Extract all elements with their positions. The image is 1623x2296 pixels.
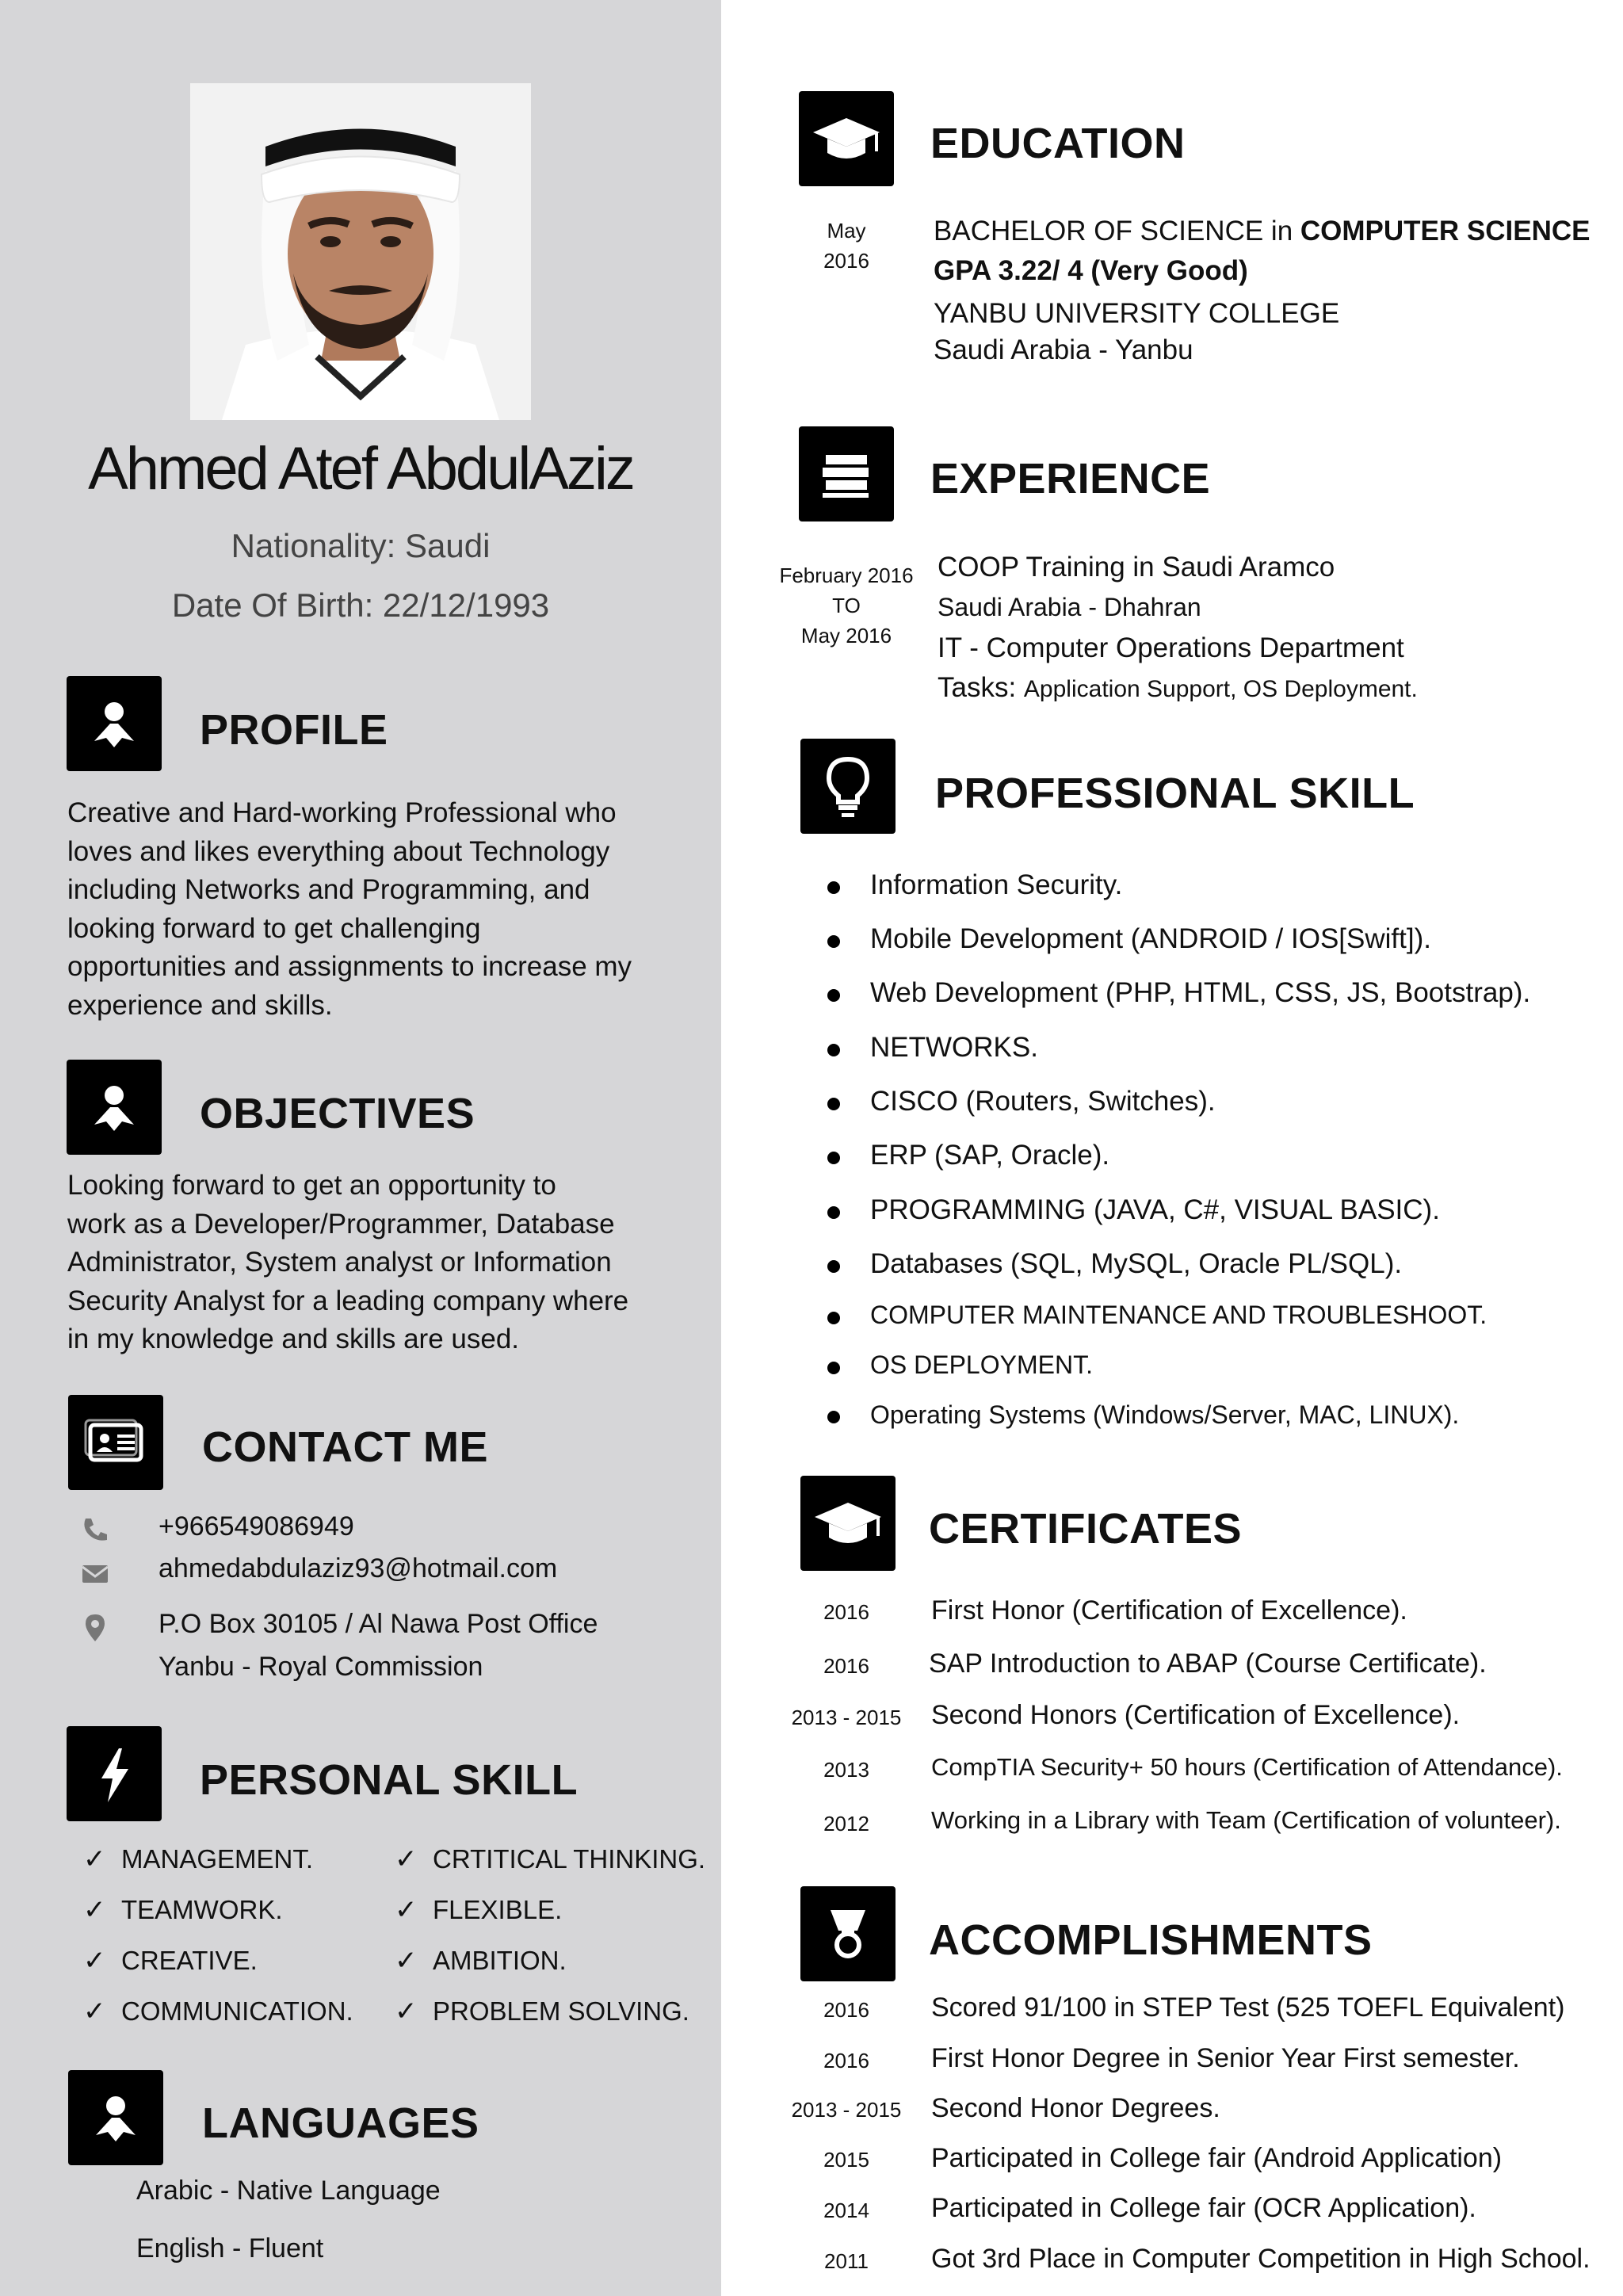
nationality: Nationality: Saudi bbox=[231, 527, 491, 564]
bullet bbox=[827, 989, 840, 1002]
phone-icon bbox=[79, 1514, 111, 1545]
certificate-item: Second Honors (Certification of Excellence). bbox=[931, 1700, 1461, 1730]
candidate-name: Ahmed Atef AbdulAziz bbox=[88, 435, 633, 502]
personal-skill-item: ✓ COMMUNICATION. bbox=[83, 1996, 353, 2027]
languages-title: LANGUAGES bbox=[202, 2099, 479, 2147]
objectives-line: Security Analyst for a leading company where bbox=[67, 1285, 629, 1316]
certificate-year: 2016 bbox=[823, 1654, 869, 1678]
professional-skill-item: OS DEPLOYMENT. bbox=[870, 1350, 1093, 1379]
profile-line: experience and skills. bbox=[67, 989, 333, 1021]
address-line-1: P.O Box 30105 / Al Nawa Post Office bbox=[158, 1609, 598, 1639]
accomplishment-item: Got 3rd Place in Computer Competition in High School. bbox=[931, 2244, 1591, 2274]
certificate-year: 2013 bbox=[823, 1758, 869, 1782]
graduation-cap-icon bbox=[800, 1476, 896, 1571]
personal-skill-item: ✓ TEAMWORK. bbox=[83, 1895, 283, 1925]
professional-skill-item: Web Development (PHP, HTML, CSS, JS, Bootstrap). bbox=[870, 977, 1531, 1008]
lightning-icon bbox=[67, 1726, 162, 1821]
professional-skill-item: Databases (SQL, MySQL, Oracle PL/SQL). bbox=[870, 1248, 1403, 1279]
objectives-line: work as a Developer/Programmer, Database bbox=[67, 1208, 615, 1240]
profile-line: opportunities and assignments to increase my bbox=[67, 951, 632, 982]
address-line-2: Yanbu - Royal Commission bbox=[158, 1652, 483, 1682]
bullet bbox=[827, 881, 840, 894]
accomplishment-item: First Honor Degree in Senior Year First semester. bbox=[931, 2043, 1520, 2073]
contact-card-icon bbox=[68, 1395, 163, 1490]
education-title: EDUCATION bbox=[930, 120, 1186, 167]
date-of-birth: Date Of Birth: 22/12/1993 bbox=[171, 586, 550, 624]
professional-skill-item: NETWORKS. bbox=[870, 1032, 1038, 1063]
certificate-item: CompTIA Security+ 50 hours (Certification of Attendance). bbox=[931, 1753, 1563, 1781]
personal-skill-item: ✓ AMBITION. bbox=[395, 1946, 567, 1976]
professional-skill-item: Information Security. bbox=[870, 869, 1123, 900]
education-college: YANBU UNIVERSITY COLLEGE bbox=[934, 298, 1340, 329]
objectives-title: OBJECTIVES bbox=[200, 1090, 475, 1137]
professional-skill-item: ERP (SAP, Oracle). bbox=[870, 1140, 1110, 1171]
accomplishment-year: 2014 bbox=[823, 2199, 869, 2222]
professional-skill-item: COMPUTER MAINTENANCE AND TROUBLESHOOT. bbox=[870, 1301, 1487, 1329]
professional-skill-item: CISCO (Routers, Switches). bbox=[870, 1086, 1216, 1117]
profile-title: PROFILE bbox=[200, 706, 388, 754]
person-icon bbox=[68, 2070, 163, 2165]
objectives-line: Looking forward to get an opportunity to bbox=[67, 1170, 556, 1201]
accomplishment-year: 2016 bbox=[823, 2049, 869, 2073]
bullet bbox=[827, 1152, 840, 1164]
experience-date: February 2016 TO May 2016 bbox=[779, 563, 914, 648]
bullet bbox=[827, 1044, 840, 1056]
objectives-line: in my knowledge and skills are used. bbox=[67, 1324, 520, 1354]
accomplishment-year: 2011 bbox=[824, 2249, 869, 2273]
bullet bbox=[827, 1411, 840, 1423]
certificate-year: 2013 - 2015 bbox=[791, 1706, 902, 1729]
bullet bbox=[827, 1206, 840, 1219]
personal-skill-item: ✓ CRTITICAL THINKING. bbox=[395, 1844, 706, 1874]
certificate-item: SAP Introduction to ABAP (Course Certificate). bbox=[929, 1648, 1487, 1679]
personal-skill-item: ✓ FLEXIBLE. bbox=[395, 1895, 563, 1925]
profile-line: Creative and Hard-working Professional who bbox=[67, 797, 617, 828]
profile-line: loves and likes everything about Technology bbox=[67, 835, 610, 867]
language-item: English - Fluent bbox=[136, 2233, 324, 2264]
personal-skill-item: ✓ CREATIVE. bbox=[83, 1946, 258, 1976]
accomplishment-item: Participated in College fair (OCR Application). bbox=[931, 2193, 1476, 2223]
professional-skill-item: Mobile Development (ANDROID / IOS[Swift]). bbox=[870, 923, 1431, 954]
person-icon bbox=[67, 1060, 162, 1155]
profile-line: looking forward to get challenging bbox=[67, 912, 481, 944]
bullet bbox=[827, 1260, 840, 1273]
professional-skill-item: PROGRAMMING (JAVA, C#, VISUAL BASIC). bbox=[870, 1194, 1440, 1225]
trophy-icon bbox=[800, 1886, 896, 1981]
profile-photo bbox=[190, 83, 531, 420]
phone-number[interactable]: +966549086949 bbox=[158, 1511, 354, 1541]
lightbulb-icon bbox=[800, 739, 896, 834]
experience-title: EXPERIENCE bbox=[930, 455, 1211, 502]
objectives-text bbox=[67, 1167, 701, 1359]
objectives-line: Administrator, System analyst or Information bbox=[67, 1247, 612, 1278]
bullet bbox=[827, 1312, 840, 1324]
certificate-item: First Honor (Certification of Excellence). bbox=[931, 1595, 1407, 1626]
location-pin-icon bbox=[79, 1611, 111, 1643]
profile-text bbox=[67, 794, 701, 1025]
bullet bbox=[827, 935, 840, 948]
education-location: Saudi Arabia - Yanbu bbox=[934, 334, 1193, 365]
experience-department: IT - Computer Operations Department bbox=[938, 632, 1404, 663]
education-date: May 2016 bbox=[823, 219, 869, 273]
email-icon bbox=[79, 1557, 111, 1589]
professional-skill-title: PROFESSIONAL SKILL bbox=[935, 770, 1415, 817]
certificate-item: Working in a Library with Team (Certification of volunteer). bbox=[931, 1806, 1561, 1834]
person-icon bbox=[67, 676, 162, 771]
accomplishments-title: ACCOMPLISHMENTS bbox=[929, 1916, 1373, 1964]
contact-title: CONTACT ME bbox=[202, 1423, 488, 1471]
bullet bbox=[827, 1098, 840, 1110]
bullet bbox=[827, 1362, 840, 1374]
education-gpa: GPA 3.22/ 4 (Very Good) bbox=[934, 255, 1248, 286]
experience-location: Saudi Arabia - Dhahran bbox=[938, 593, 1201, 621]
certificate-year: 2012 bbox=[823, 1812, 869, 1836]
personal-skill-item: ✓ PROBLEM SOLVING. bbox=[395, 1996, 689, 2027]
accomplishment-year: 2013 - 2015 bbox=[791, 2098, 902, 2122]
accomplishment-item: Second Honor Degrees. bbox=[931, 2093, 1220, 2123]
accomplishment-item: Participated in College fair (Android Application) bbox=[931, 2143, 1503, 2173]
language-item: Arabic - Native Language bbox=[136, 2176, 441, 2206]
personal-skill-title: PERSONAL SKILL bbox=[200, 1756, 579, 1804]
professional-skill-item: Operating Systems (Windows/Server, MAC, LINUX). bbox=[870, 1400, 1460, 1429]
experience-role: COOP Training in Saudi Aramco bbox=[938, 552, 1335, 583]
graduation-cap-icon bbox=[799, 91, 894, 186]
profile-line: including Networks and Programming, and bbox=[67, 874, 590, 905]
accomplishment-year: 2016 bbox=[823, 1998, 869, 2022]
accomplishment-year: 2015 bbox=[823, 2148, 869, 2172]
certificates-title: CERTIFICATES bbox=[929, 1505, 1242, 1553]
email-address[interactable]: ahmedabdulaziz93@hotmail.com bbox=[158, 1553, 558, 1584]
certificate-year: 2016 bbox=[823, 1600, 869, 1624]
books-icon bbox=[799, 426, 894, 521]
accomplishment-item: Scored 91/100 in STEP Test (525 TOEFL Equivalent) bbox=[931, 1992, 1565, 2023]
personal-skill-item: ✓ MANAGEMENT. bbox=[83, 1844, 314, 1874]
experience-tasks: Tasks: Application Support, OS Deployment. bbox=[938, 672, 1418, 703]
education-degree: BACHELOR OF SCIENCE in COMPUTER SCIENCE bbox=[934, 216, 1591, 246]
